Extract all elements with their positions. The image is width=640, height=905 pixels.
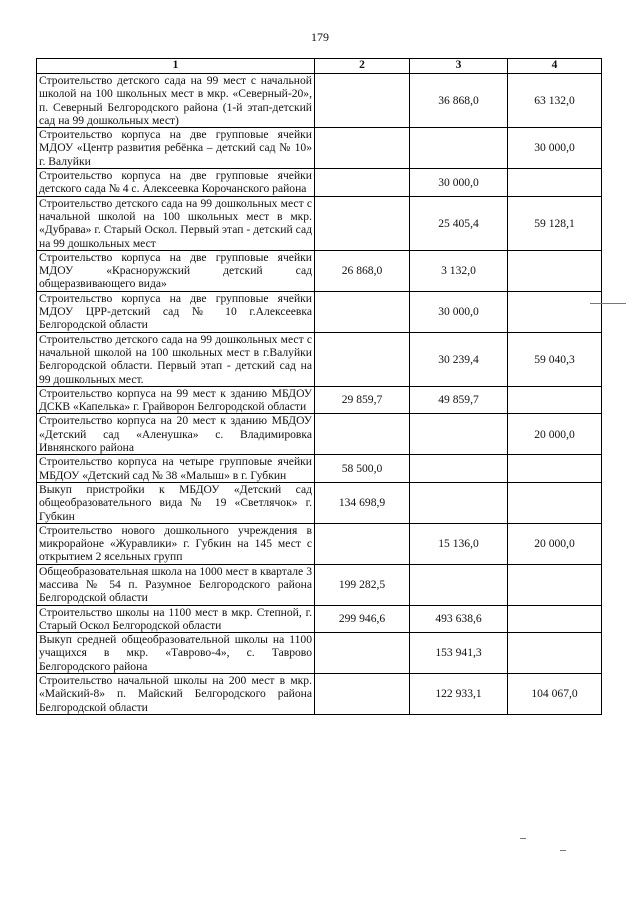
value-col2-cell	[315, 74, 410, 128]
object-name-cell: Строительство корпуса на две групповые ячейки детского сада № 4 с. Алексеевка Корочанского района	[37, 169, 315, 197]
column-header-3: 3	[410, 59, 508, 74]
table-row	[37, 674, 602, 715]
value-col2-cell	[315, 414, 410, 455]
value-col4-cell	[508, 386, 602, 414]
value-col2-cell: 29 859,7	[315, 386, 410, 414]
object-name-cell: Строительство начальной школы на 200 мест в мкр. «Майский-8» п. Майский Белгородского района Белгородской области	[37, 674, 315, 715]
table-row	[37, 414, 602, 455]
value-col3-cell: 15 136,0	[410, 523, 508, 564]
value-col3-cell: 122 933,1	[410, 674, 508, 715]
table-row	[37, 633, 602, 674]
table-row	[37, 564, 602, 605]
value-col3-cell: 30 239,4	[410, 332, 508, 386]
value-col4-cell: 63 132,0	[508, 74, 602, 128]
object-name-cell: Выкуп средней общеобразовательной школы на 1100 учащихся в мкр. «Таврово-4», с. Таврово Белгородского района	[37, 633, 315, 674]
value-col4-cell: 59 128,1	[508, 196, 602, 250]
object-name-cell: Строительство детского сада на 99 дошкольных мест с начальной школой на 100 школьных мест в г.Валуйки Белгородской области. Первый этап - детский сад на 99 дошкольных мест.	[37, 332, 315, 386]
value-col2-cell	[315, 633, 410, 674]
table-row	[37, 332, 602, 386]
value-col3-cell: 25 405,4	[410, 196, 508, 250]
value-col4-cell	[508, 605, 602, 633]
value-col4-cell: 59 040,3	[508, 332, 602, 386]
value-col3-cell: 30 000,0	[410, 291, 508, 332]
value-col2-cell	[315, 332, 410, 386]
column-header-2: 2	[315, 59, 410, 74]
value-col2-cell: 199 282,5	[315, 564, 410, 605]
value-col4-cell	[508, 482, 602, 523]
object-name-cell: Общеобразовательная школа на 1000 мест в квартале 3 массива № 54 п. Разумное Белгородского района Белгородской области	[37, 564, 315, 605]
object-name-cell: Строительство корпуса на две групповые ячейки МДОУ «Центр развития ребёнка – детский сад № 10» г. Валуйки	[37, 128, 315, 169]
object-name-cell: Строительство корпуса на четыре групповые ячейки МБДОУ «Детский сад № 38 «Малыш» в г. Губкин	[37, 455, 315, 483]
value-col4-cell: 20 000,0	[508, 414, 602, 455]
table-row	[37, 250, 602, 291]
value-col3-cell: 3 132,0	[410, 250, 508, 291]
value-col2-cell	[315, 291, 410, 332]
table-row	[37, 605, 602, 633]
table-row	[37, 74, 602, 128]
value-col3-cell: 36 868,0	[410, 74, 508, 128]
object-name-cell: Строительство детского сада на 99 мест с начальной школой на 100 школьных мест в мкр. «Северный-20», п. Северный Белгородского района (1-й этап-детский сад на 99 дошкольных мест)	[37, 74, 315, 128]
table-row	[37, 455, 602, 483]
value-col3-cell	[410, 482, 508, 523]
object-name-cell: Строительство нового дошкольного учреждения в микрорайоне «Журавлики» г. Губкин на 145 мест с открытием 2 ясельных групп	[37, 523, 315, 564]
value-col3-cell	[410, 128, 508, 169]
table-row	[37, 196, 602, 250]
value-col4-cell: 30 000,0	[508, 128, 602, 169]
page-number: 179	[311, 30, 329, 44]
object-name-cell: Строительство корпуса на две групповые ячейки МДОУ ЦРР-детский сад № 10 г.Алексеевка Белгородской области	[37, 291, 315, 332]
table-row	[37, 523, 602, 564]
value-col2-cell: 58 500,0	[315, 455, 410, 483]
value-col3-cell: 153 941,3	[410, 633, 508, 674]
value-col2-cell	[315, 169, 410, 197]
value-col4-cell	[508, 455, 602, 483]
value-col2-cell: 134 698,9	[315, 482, 410, 523]
value-col2-cell	[315, 523, 410, 564]
object-name-cell: Строительство корпуса на 20 мест к зданию МБДОУ «Детский сад «Аленушка» с. Владимировка Ивнянского района	[37, 414, 315, 455]
table-row	[37, 128, 602, 169]
scan-artifact-line	[560, 850, 566, 851]
value-col2-cell	[315, 128, 410, 169]
value-col4-cell	[508, 169, 602, 197]
value-col4-cell	[508, 291, 602, 332]
table-row	[37, 482, 602, 523]
value-col4-cell: 104 067,0	[508, 674, 602, 715]
object-name-cell: Строительство детского сада на 99 дошкольных мест с начальной школой на 100 школьных мест в мкр. «Дубрава» г. Старый Оскол. Первый этап - детский сад на 99 дошкольных мест	[37, 196, 315, 250]
value-col4-cell	[508, 633, 602, 674]
value-col4-cell: 20 000,0	[508, 523, 602, 564]
value-col3-cell	[410, 564, 508, 605]
scan-artifact-line	[520, 838, 526, 839]
table-header-row	[37, 59, 602, 74]
table-row	[37, 291, 602, 332]
object-name-cell: Строительство корпуса на две групповые ячейки МДОУ «Красноружский детский сад общеразвивающего вида»	[37, 250, 315, 291]
column-header-4: 4	[508, 59, 602, 74]
table-row	[37, 386, 602, 414]
value-col3-cell: 30 000,0	[410, 169, 508, 197]
object-name-cell: Выкуп пристройки к МБДОУ «Детский сад общеобразовательного вида № 19 «Светлячок» г. Губкин	[37, 482, 315, 523]
value-col4-cell	[508, 250, 602, 291]
table-row	[37, 169, 602, 197]
value-col3-cell	[410, 455, 508, 483]
value-col3-cell	[410, 414, 508, 455]
value-col2-cell: 26 868,0	[315, 250, 410, 291]
value-col3-cell: 49 859,7	[410, 386, 508, 414]
value-col3-cell: 493 638,6	[410, 605, 508, 633]
budget-table	[36, 58, 602, 715]
scan-artifact-line	[590, 303, 626, 304]
value-col2-cell	[315, 674, 410, 715]
value-col2-cell: 299 946,6	[315, 605, 410, 633]
object-name-cell: Строительство корпуса на 99 мест к зданию МБДОУ ДСКВ «Капелька» г. Грайворон Белгородской области	[37, 386, 315, 414]
object-name-cell: Строительство школы на 1100 мест в мкр. Степной, г. Старый Оскол Белгородской области	[37, 605, 315, 633]
value-col2-cell	[315, 196, 410, 250]
value-col4-cell	[508, 564, 602, 605]
column-header-1: 1	[37, 59, 315, 74]
